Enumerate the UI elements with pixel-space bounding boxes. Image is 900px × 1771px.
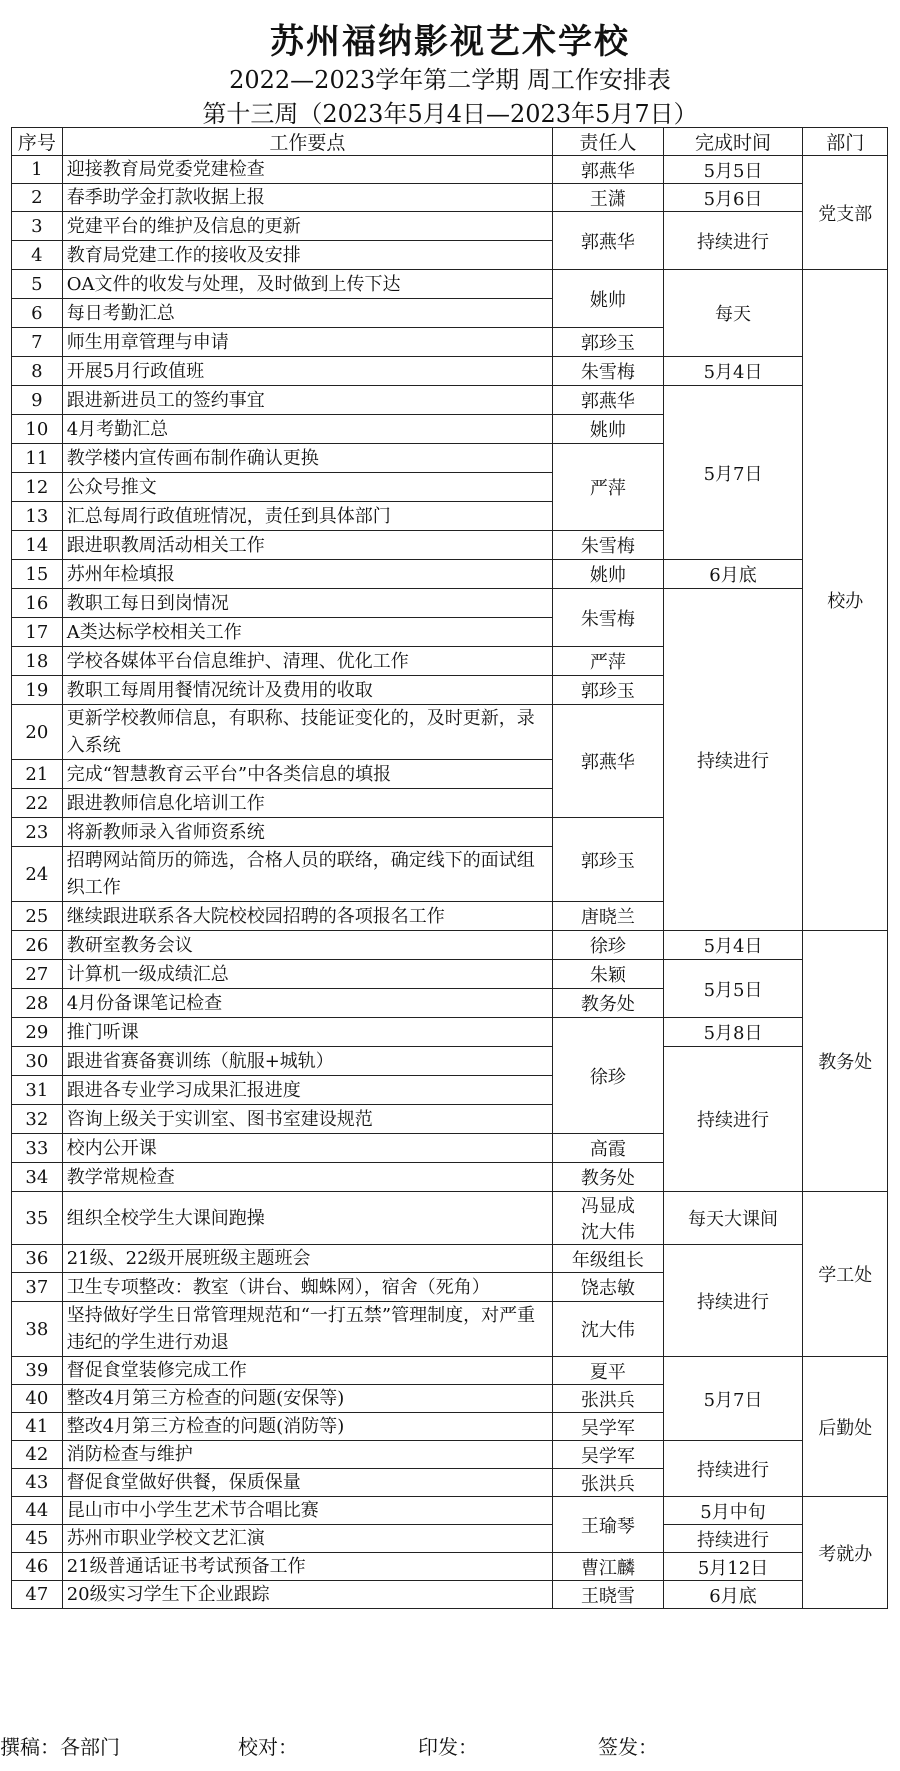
row-index: 11 xyxy=(12,444,63,473)
dept-cell: 校办 xyxy=(803,270,888,931)
row-index: 45 xyxy=(12,1525,63,1553)
task-cell: 党建平台的维护及信息的更新 xyxy=(62,212,552,241)
row-index: 30 xyxy=(12,1047,63,1076)
owner-cell: 冯显成 沈大伟 xyxy=(553,1192,663,1245)
row-index: 13 xyxy=(12,502,63,531)
deadline-cell: 持续进行 xyxy=(663,589,803,931)
row-index: 6 xyxy=(12,299,63,328)
owner-cell: 郭燕华 xyxy=(553,156,663,184)
owner-cell: 夏平 xyxy=(553,1357,663,1385)
deadline-cell: 5月中旬 xyxy=(663,1497,803,1525)
deadline-cell: 每天大课间 xyxy=(663,1192,803,1245)
deadline-cell: 持续进行 xyxy=(663,212,803,270)
row-index: 10 xyxy=(12,415,63,444)
row-index: 29 xyxy=(12,1018,63,1047)
owner-cell: 朱雪梅 xyxy=(553,357,663,386)
task-cell: 更新学校教师信息，有职称、技能证变化的，及时更新，录入系统 xyxy=(62,705,552,760)
task-cell: 坚持做好学生日常管理规范和“一打五禁”管理制度，对严重违纪的学生进行劝退 xyxy=(62,1302,552,1357)
row-index: 28 xyxy=(12,989,63,1018)
row-index: 26 xyxy=(12,931,63,960)
table-row xyxy=(12,184,888,212)
deadline-cell: 5月6日 xyxy=(663,184,803,212)
task-cell: 公众号推文 xyxy=(62,473,552,502)
row-index: 5 xyxy=(12,270,63,299)
owner-cell: 郭燕华 xyxy=(553,212,663,270)
table-row xyxy=(12,960,888,989)
deadline-cell: 5月8日 xyxy=(663,1018,803,1047)
owner-cell: 朱雪梅 xyxy=(553,589,663,647)
schedule-table xyxy=(11,127,888,1609)
task-cell: 师生用章管理与申请 xyxy=(62,328,552,357)
table-row xyxy=(12,931,888,960)
task-cell: 4月考勤汇总 xyxy=(62,415,552,444)
row-index: 35 xyxy=(12,1192,63,1245)
task-cell: 春季助学金打款收据上报 xyxy=(62,184,552,212)
owner-cell: 吴学军 xyxy=(553,1441,663,1469)
owner-cell: 姚帅 xyxy=(553,415,663,444)
row-index: 14 xyxy=(12,531,63,560)
row-index: 16 xyxy=(12,589,63,618)
row-index: 39 xyxy=(12,1357,63,1385)
task-cell: OA文件的收发与处理，及时做到上传下达 xyxy=(62,270,552,299)
table-row xyxy=(12,1192,888,1245)
task-cell: 将新教师录入省师资系统 xyxy=(62,818,552,847)
task-cell: 咨询上级关于实训室、图书室建设规范 xyxy=(62,1105,552,1134)
footer-signer: 签发： xyxy=(598,1735,658,1759)
task-cell: 督促食堂做好供餐，保质保量 xyxy=(62,1469,552,1497)
owner-cell: 教务处 xyxy=(553,1163,663,1192)
task-cell: 21级普通话证书考试预备工作 xyxy=(62,1553,552,1581)
task-cell: 督促食堂装修完成工作 xyxy=(62,1357,552,1385)
table-row xyxy=(12,386,888,415)
footer-printer: 印发： xyxy=(418,1735,478,1759)
table-row xyxy=(12,1357,888,1385)
row-index: 12 xyxy=(12,473,63,502)
owner-cell: 郭燕华 xyxy=(553,386,663,415)
row-index: 33 xyxy=(12,1134,63,1163)
owner-cell: 徐珍 xyxy=(553,931,663,960)
row-index: 4 xyxy=(12,241,63,270)
row-index: 23 xyxy=(12,818,63,847)
dept-cell: 后勤处 xyxy=(803,1357,888,1497)
owner-cell: 王瑜琴 xyxy=(553,1497,663,1553)
task-cell: 完成“智慧教育云平台”中各类信息的填报 xyxy=(62,760,552,789)
row-index: 17 xyxy=(12,618,63,647)
task-cell: 整改4月第三方检查的问题(安保等) xyxy=(62,1385,552,1413)
deadline-cell: 5月7日 xyxy=(663,386,803,560)
task-cell: 校内公开课 xyxy=(62,1134,552,1163)
owner-cell: 郭燕华 xyxy=(553,705,663,818)
task-cell: 招聘网站简历的筛选，合格人员的联络，确定线下的面试组织工作 xyxy=(62,847,552,902)
owner-cell: 张洪兵 xyxy=(553,1385,663,1413)
owner-cell: 饶志敏 xyxy=(553,1273,663,1302)
task-cell: 推门听课 xyxy=(62,1018,552,1047)
row-index: 31 xyxy=(12,1076,63,1105)
row-index: 7 xyxy=(12,328,63,357)
row-index: 40 xyxy=(12,1385,63,1413)
task-cell: 跟进职教周活动相关工作 xyxy=(62,531,552,560)
row-index: 46 xyxy=(12,1553,63,1581)
dept-cell: 考就办 xyxy=(803,1497,888,1609)
owner-cell: 郭珍玉 xyxy=(553,676,663,705)
task-cell: 每日考勤汇总 xyxy=(62,299,552,328)
task-cell: 整改4月第三方检查的问题(消防等) xyxy=(62,1413,552,1441)
row-index: 32 xyxy=(12,1105,63,1134)
table-row xyxy=(12,1525,888,1553)
row-index: 24 xyxy=(12,847,63,902)
owner-cell: 年级组长 xyxy=(553,1245,663,1273)
row-index: 9 xyxy=(12,386,63,415)
row-index: 43 xyxy=(12,1469,63,1497)
owner-cell: 王晓雪 xyxy=(553,1581,663,1609)
deadline-cell: 持续进行 xyxy=(663,1525,803,1553)
owner-cell: 沈大伟 xyxy=(553,1302,663,1357)
deadline-cell: 5月5日 xyxy=(663,156,803,184)
row-index: 36 xyxy=(12,1245,63,1273)
row-index: 19 xyxy=(12,676,63,705)
task-cell: 开展5月行政值班 xyxy=(62,357,552,386)
table-row xyxy=(12,1553,888,1581)
row-index: 27 xyxy=(12,960,63,989)
task-cell: 20级实习学生下企业跟踪 xyxy=(62,1581,552,1609)
task-cell: 继续跟进联系各大院校校园招聘的各项报名工作 xyxy=(62,902,552,931)
table-row xyxy=(12,589,888,618)
task-cell: 教职工每周用餐情况统计及费用的收取 xyxy=(62,676,552,705)
row-index: 3 xyxy=(12,212,63,241)
row-index: 8 xyxy=(12,357,63,386)
owner-cell: 姚帅 xyxy=(553,270,663,328)
task-cell: 汇总每周行政值班情况，责任到具体部门 xyxy=(62,502,552,531)
task-cell: 组织全校学生大课间跑操 xyxy=(62,1192,552,1245)
deadline-cell: 持续进行 xyxy=(663,1441,803,1497)
table-row xyxy=(12,156,888,184)
footer-proofreader: 校对： xyxy=(238,1735,298,1759)
row-index: 42 xyxy=(12,1441,63,1469)
task-cell: 跟进各专业学习成果汇报进度 xyxy=(62,1076,552,1105)
task-cell: 4月份备课笔记检查 xyxy=(62,989,552,1018)
row-index: 1 xyxy=(12,156,63,184)
owner-cell: 朱颖 xyxy=(553,960,663,989)
table-row xyxy=(12,1245,888,1273)
row-index: 25 xyxy=(12,902,63,931)
table-header-row xyxy=(12,128,888,156)
task-cell: 跟进新进员工的签约事宜 xyxy=(62,386,552,415)
row-index: 37 xyxy=(12,1273,63,1302)
task-cell: 跟进教师信息化培训工作 xyxy=(62,789,552,818)
row-index: 34 xyxy=(12,1163,63,1192)
owner-cell: 徐珍 xyxy=(553,1018,663,1134)
week-title: 第十三周（2023年5月4日—2023年5月7日） xyxy=(202,100,698,128)
deadline-cell: 持续进行 xyxy=(663,1047,803,1192)
owner-cell: 教务处 xyxy=(553,989,663,1018)
deadline-cell: 每天 xyxy=(663,270,803,357)
row-index: 22 xyxy=(12,789,63,818)
deadline-cell: 6月底 xyxy=(663,1581,803,1609)
task-cell: 教育局党建工作的接收及安排 xyxy=(62,241,552,270)
table-row xyxy=(12,1581,888,1609)
deadline-cell: 持续进行 xyxy=(663,1245,803,1357)
task-cell: 教学楼内宣传画布制作确认更换 xyxy=(62,444,552,473)
owner-cell: 严萍 xyxy=(553,444,663,531)
table-row xyxy=(12,1047,888,1076)
dept-cell: 党支部 xyxy=(803,156,888,270)
task-cell: 卫生专项整改：教室（讲台、蜘蛛网），宿舍（死角） xyxy=(62,1273,552,1302)
owner-cell: 曹江麟 xyxy=(553,1553,663,1581)
row-index: 20 xyxy=(12,705,63,760)
owner-cell: 王潇 xyxy=(553,184,663,212)
owner-cell: 朱雪梅 xyxy=(553,531,663,560)
table-row xyxy=(12,1018,888,1047)
row-index: 41 xyxy=(12,1413,63,1441)
col-header-task: 工作要点 xyxy=(62,128,552,156)
owner-cell: 严萍 xyxy=(553,647,663,676)
row-index: 15 xyxy=(12,560,63,589)
col-header-time: 完成时间 xyxy=(663,128,803,156)
footer xyxy=(0,1729,900,1765)
deadline-cell: 6月底 xyxy=(663,560,803,589)
col-header-owner: 责任人 xyxy=(553,128,663,156)
deadline-cell: 5月4日 xyxy=(663,357,803,386)
deadline-cell: 5月12日 xyxy=(663,1553,803,1581)
footer-drafter: 撰稿：各部门 xyxy=(0,1735,120,1759)
owner-cell: 郭珍玉 xyxy=(553,328,663,357)
dept-cell: 学工处 xyxy=(803,1192,888,1357)
row-index: 44 xyxy=(12,1497,63,1525)
table-row xyxy=(12,1441,888,1469)
row-index: 38 xyxy=(12,1302,63,1357)
row-index: 21 xyxy=(12,760,63,789)
task-cell: 苏州市职业学校文艺汇演 xyxy=(62,1525,552,1553)
col-header-index: 序号 xyxy=(12,128,63,156)
task-cell: 教研室教务会议 xyxy=(62,931,552,960)
deadline-cell: 5月7日 xyxy=(663,1357,803,1441)
owner-cell: 唐晓兰 xyxy=(553,902,663,931)
dept-cell: 教务处 xyxy=(803,931,888,1192)
owner-cell: 郭珍玉 xyxy=(553,818,663,902)
school-title: 苏州福纳影视艺术学校 xyxy=(270,22,630,62)
row-index: 47 xyxy=(12,1581,63,1609)
table-row xyxy=(12,212,888,241)
task-cell: 跟进省赛备赛训练（航服+城轨） xyxy=(62,1047,552,1076)
task-cell: A类达标学校相关工作 xyxy=(62,618,552,647)
schedule-body xyxy=(12,156,888,1609)
table-row xyxy=(12,560,888,589)
task-cell: 消防检查与维护 xyxy=(62,1441,552,1469)
table-row xyxy=(12,357,888,386)
row-index: 18 xyxy=(12,647,63,676)
owner-cell: 张洪兵 xyxy=(553,1469,663,1497)
task-cell: 苏州年检填报 xyxy=(62,560,552,589)
owner-cell: 高霞 xyxy=(553,1134,663,1163)
task-cell: 昆山市中小学生艺术节合唱比赛 xyxy=(62,1497,552,1525)
task-cell: 21级、22级开展班级主题班会 xyxy=(62,1245,552,1273)
deadline-cell: 5月5日 xyxy=(663,960,803,1018)
task-cell: 迎接教育局党委党建检查 xyxy=(62,156,552,184)
task-cell: 教学常规检查 xyxy=(62,1163,552,1192)
col-header-dept: 部门 xyxy=(803,128,888,156)
task-cell: 教职工每日到岗情况 xyxy=(62,589,552,618)
task-cell: 计算机一级成绩汇总 xyxy=(62,960,552,989)
task-cell: 学校各媒体平台信息维护、清理、优化工作 xyxy=(62,647,552,676)
term-title: 2022—2023学年第二学期 周工作安排表 xyxy=(229,66,671,94)
table-row xyxy=(12,270,888,299)
row-index: 2 xyxy=(12,184,63,212)
table-row xyxy=(12,1497,888,1525)
deadline-cell: 5月4日 xyxy=(663,931,803,960)
owner-cell: 姚帅 xyxy=(553,560,663,589)
owner-cell: 吴学军 xyxy=(553,1413,663,1441)
